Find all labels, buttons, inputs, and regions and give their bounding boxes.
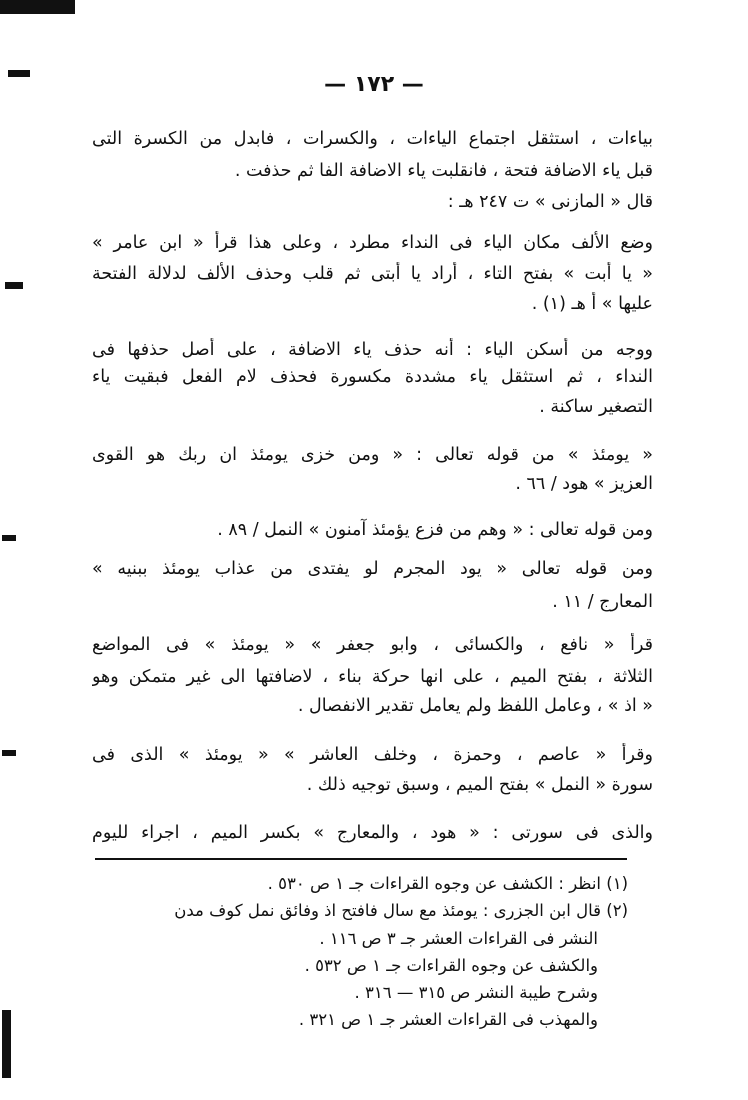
body-line: وقرأ « عاصم ، وحمزة ، وخلف العاشر » « يومئذ » الذى فى	[92, 745, 653, 765]
body-line: « اذ » ، وعامل اللفظ ولم يعامل تقدير الانفصال .	[297, 696, 653, 716]
body-line: عليها » أ هـ (١) .	[531, 294, 653, 314]
footnote: وشرح طيبة النشر ص ٣١٥ — ٣١٦ .	[354, 983, 598, 1002]
footnote: والمهذب فى القراءات العشر جـ ١ ص ٣٢١ .	[298, 1010, 598, 1029]
body-line: « يا أبت » بفتح التاء ، أراد يا أبتى ثم قلب وحذف الألف لدلالة الفتحة	[92, 264, 653, 284]
footnote: النشر فى القراءات العشر جـ ٣ ص ١١٦ .	[319, 929, 598, 948]
body-line: العزيز » هود / ٦٦ .	[515, 474, 653, 494]
scan-artifact	[5, 282, 23, 289]
scan-artifact	[0, 0, 75, 14]
body-line: وضع الألف مكان الياء فى النداء مطرد ، وعلى هذا قرأ « ابن عامر »	[92, 233, 653, 253]
body-line: النداء ، ثم استثقل ياء مشددة مكسورة فحذف لام الفعل فبقيت ياء	[92, 367, 653, 387]
page-number: — ١٧٢ —	[324, 72, 424, 97]
body-line: سورة « النمل » بفتح الميم ، وسبق توجيه ذلك .	[306, 775, 653, 795]
body-line: قبل ياء الاضافة فتحة ، فانقلبت ياء الاضافة الفا ثم حذفت .	[234, 161, 653, 181]
footnote: والكشف عن وجوه القراءات جـ ١ ص ٥٣٢ .	[304, 956, 598, 975]
footnote-separator	[95, 858, 627, 860]
body-line: بياءات ، استثقل اجتماع الياءات ، والكسرات ، فابدل من الكسرة التى	[92, 129, 653, 149]
body-line: المعارج / ١١ .	[552, 592, 653, 612]
body-line: ووجه من أسكن الياء : أنه حذف ياء الاضافة ، على أصل حذفها فى	[92, 340, 653, 360]
footnote: (٢) قال ابن الجزرى : يومئذ مع سال فافتح اذ وفائق نمل كوف مدن	[174, 901, 628, 920]
body-line: والذى فى سورتى : « هود ، والمعارج » بكسر الميم ، اجراء لليوم	[92, 823, 653, 843]
body-line: قال « المازنى » ت ٢٤٧ هـ :	[447, 192, 653, 212]
body-line: التصغير ساكنة .	[539, 397, 653, 417]
scan-artifact	[2, 535, 16, 541]
body-line: ومن قوله تعالى : « وهم من فزع يؤمئذ آمنون » النمل / ٨٩ .	[217, 520, 653, 540]
scan-artifact	[2, 750, 16, 756]
body-line: قرأ « نافع ، والكسائى ، وابو جعفر » « يومئذ » فى المواضع	[92, 635, 653, 655]
footnote: (١) انظر : الكشف عن وجوه القراءات جـ ١ ص ٥٣٠ .	[267, 874, 628, 893]
body-line: الثلاثة ، بفتح الميم ، على انها حركة بناء ، لاضافتها الى غير متمكن وهو	[92, 667, 653, 687]
body-line: « يومئذ » من قوله تعالى : « ومن خزى يومئذ ان ربك هو القوى	[92, 445, 653, 465]
body-line: ومن قوله تعالى « يود المجرم لو يفتدى من عذاب يومئذ ببنيه »	[92, 559, 653, 579]
scan-artifact	[2, 1010, 11, 1078]
